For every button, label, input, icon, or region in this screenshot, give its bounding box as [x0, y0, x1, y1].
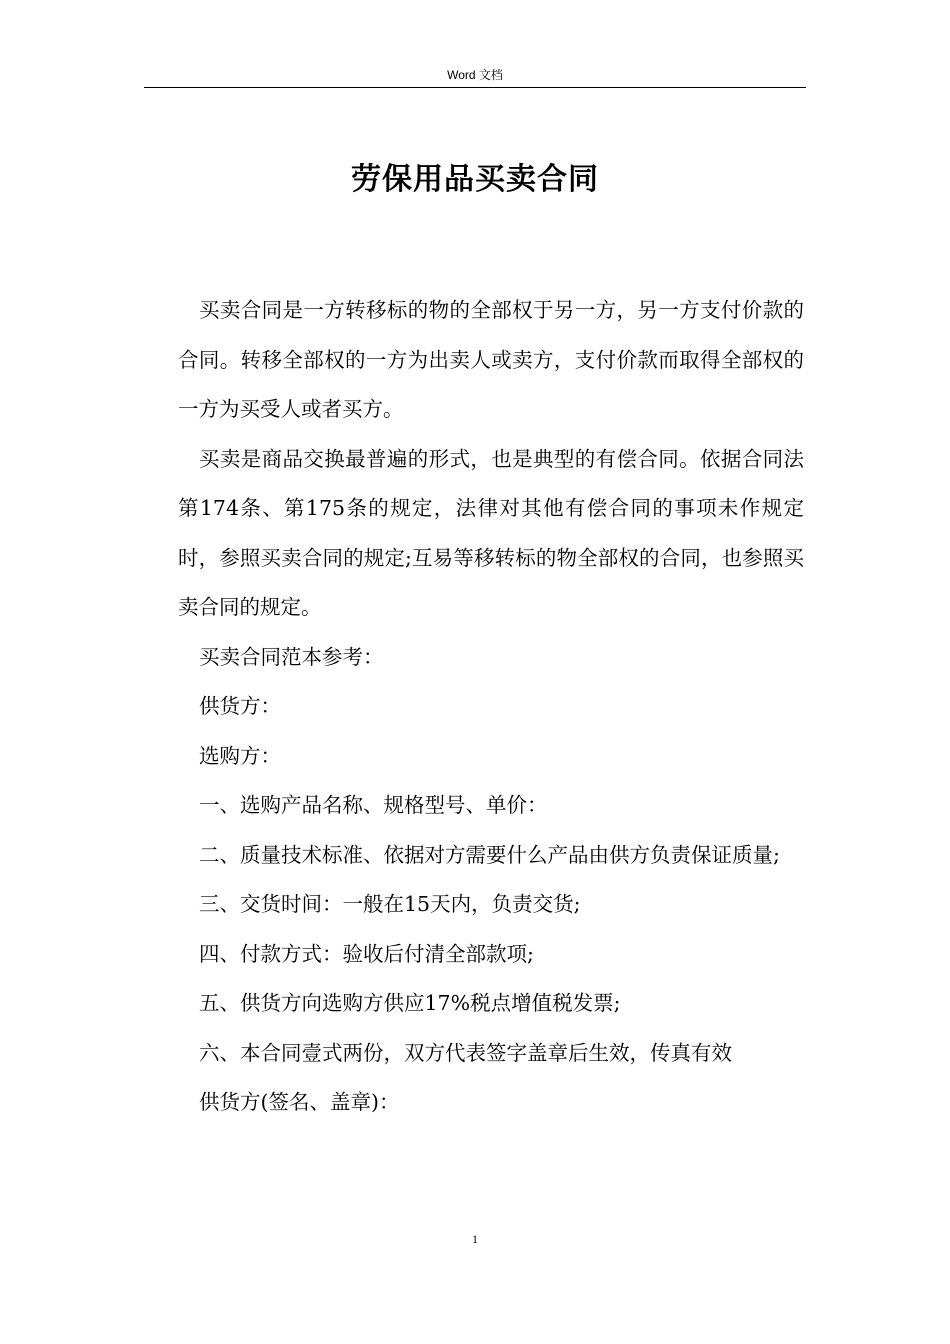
clause-6: 六、本合同壹式两份，双方代表签字盖章后生效，传真有效 [199, 1040, 732, 1065]
paragraph-legal-basis: 买卖是商品交换最普遍的形式，也是典型的有偿合同。依据合同法第174条、第175条的规定，法律对其他有偿合同的事项未作规定时，参照买卖合同的规定;互易等移转标的物全部权的合同，也参照买卖合同的规定。 [178, 446, 804, 619]
document-title: 劳保用品买卖合同 [351, 162, 599, 197]
paragraph-supplier-signature: 供货方(签名、盖章)： [199, 1090, 400, 1114]
paragraph-supplier: 供货方： [199, 694, 281, 718]
paragraph-definition: 买卖合同是一方转移标的物的全部权于另一方，另一方支付价款的合同。转移全部权的一方为出卖人或卖方，支付价款而取得全部权的一方为买受人或者买方。 [178, 298, 804, 421]
page-number: 1 [472, 1232, 478, 1246]
clause-3: 三、交货时间：一般在15天内，负责交货; [199, 892, 581, 916]
paragraph-purchaser: 选购方： [199, 743, 281, 768]
document-body [178, 286, 804, 1128]
page-header: Word 文档 [447, 68, 503, 82]
header-divider [144, 87, 806, 88]
clause-1: 一、选购产品名称、规格型号、单价： [199, 793, 548, 817]
paragraph-template-intro: 买卖合同范本参考： [199, 644, 384, 669]
clause-4: 四、付款方式：验收后付清全部款项; [199, 941, 534, 966]
clause-2: 二、质量技术标准、依据对方需要什么产品由供方负责保证质量; [199, 842, 780, 867]
clause-5: 五、供货方向选购方供应17%税点增值税发票; [199, 991, 621, 1015]
